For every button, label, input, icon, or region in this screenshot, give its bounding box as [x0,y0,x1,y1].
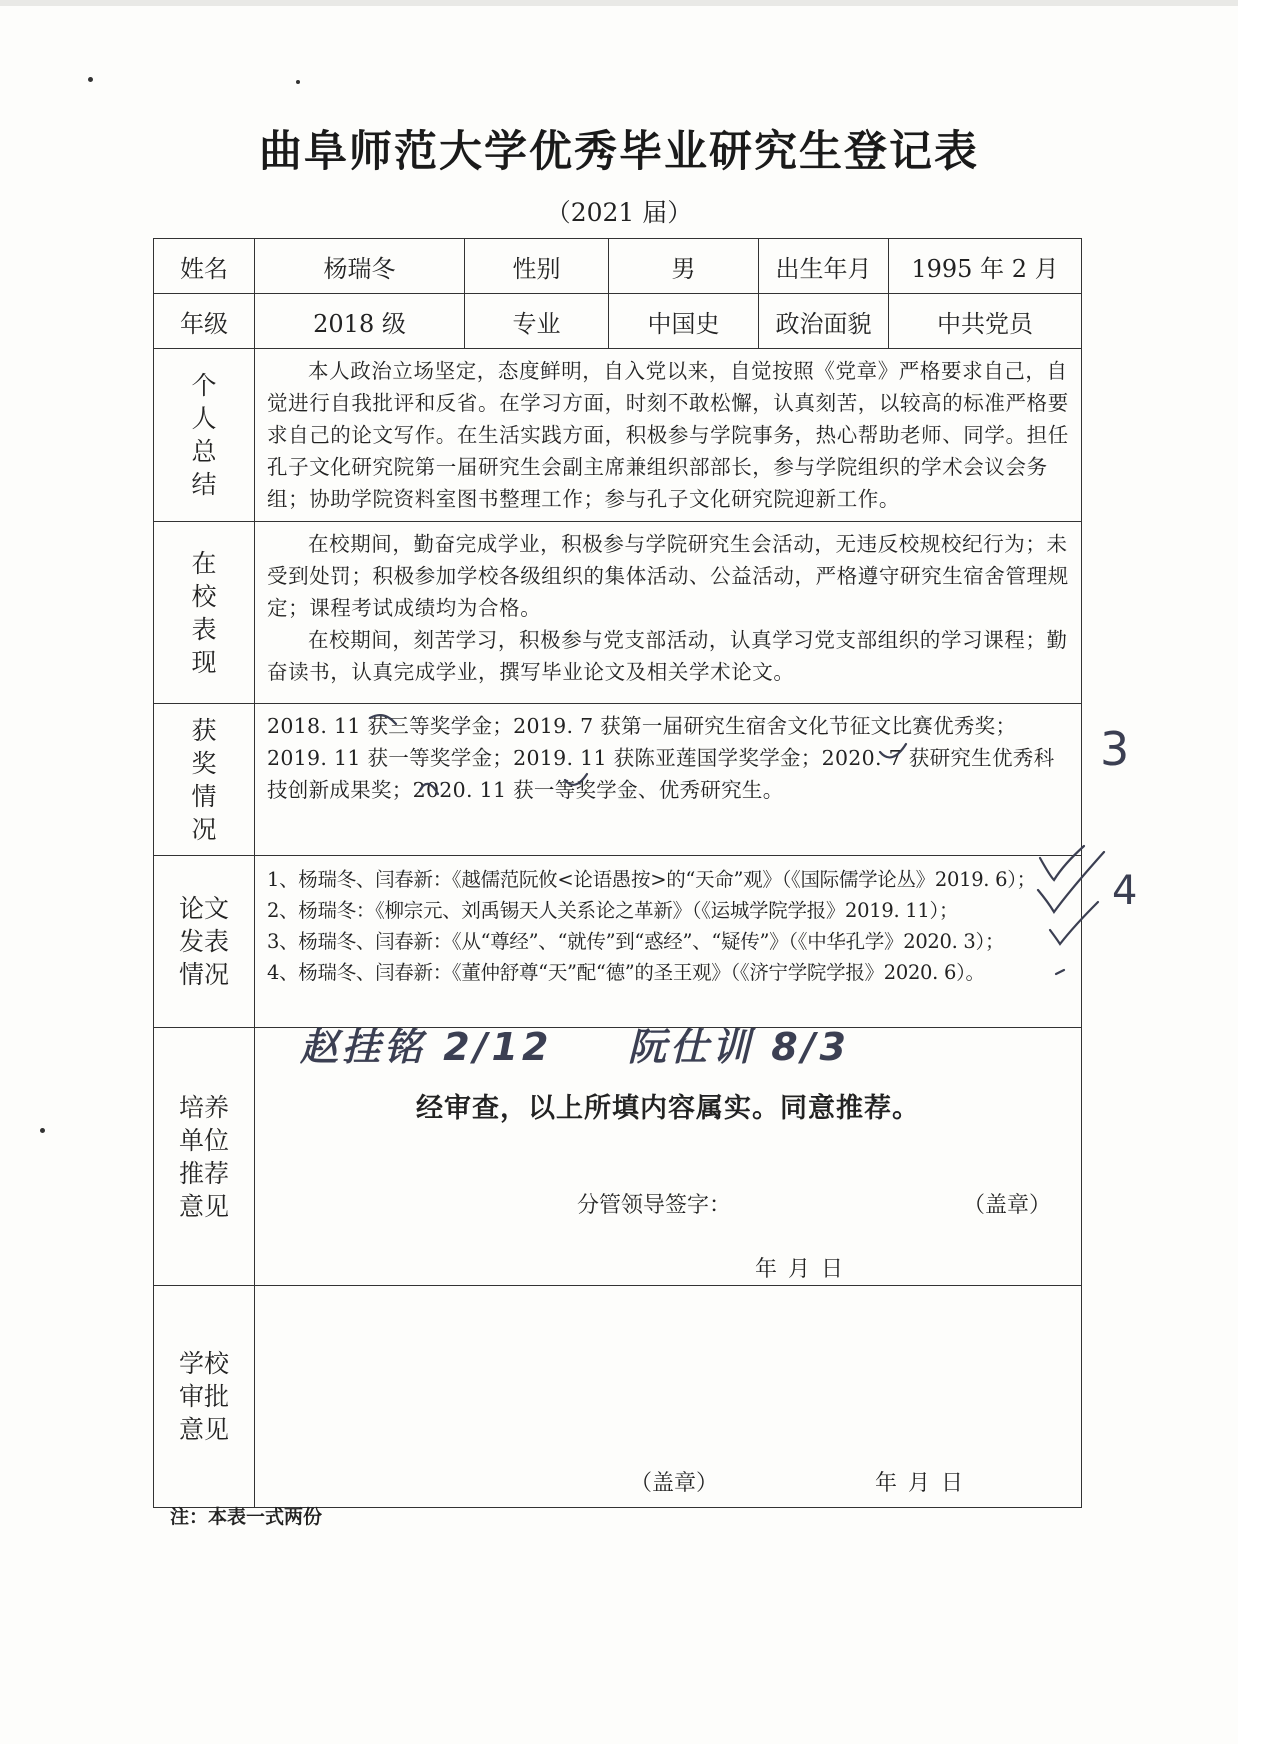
gender-value: 男 [609,239,759,294]
grade-label: 年级 [154,294,255,349]
publication-item: 2、杨瑞冬：《柳宗元、刘禹锡天人关系论之革新》（《运城学院学报》2019. 11）； [267,899,959,922]
label-char: 现 [191,647,217,677]
label-char: 结 [191,470,217,499]
label-char: 人 [191,404,217,433]
info-row-2 [154,294,1082,349]
approval-row [154,1286,1082,1508]
political-value: 中共党员 [889,294,1082,349]
label-line: 单位 [178,1125,229,1155]
label-line: 意见 [178,1191,229,1221]
handwritten-awards-mark: 3 [1100,722,1130,776]
label-char: 表 [191,614,217,644]
handwritten-reviewer-note-2: 阮仕训 8/3 [628,1025,850,1069]
awards-label [154,704,255,856]
publications-row [154,856,1082,1028]
summary-content [255,349,1082,522]
approval-date-label: 年 月 日 [875,1471,965,1496]
major-value: 中国史 [609,294,759,349]
approval-seal-label: （盖章） [630,1471,719,1496]
recommendation-row [154,1028,1082,1286]
form-subtitle: （2021 届） [545,198,693,227]
approval-label [154,1286,255,1508]
label-char: 况 [191,814,217,844]
form-title: 曲阜师范大学优秀毕业研究生登记表 [259,127,979,177]
performance-paragraph-1: 在校期间，勤奋完成学业，积极参与学院研究生会活动，无违反校规校纪行为；未受到处罚；积极参加学校各级组织的集体活动、公益活动，严格遵守研究生宿舍管理规定；课程考试成绩均为合格。 [267,532,1069,620]
publication-item: 3、杨瑞冬、闫春新：《从“尊经”、“就传”到“惑经”、“疑传”》（《中华孔学》2020. 3）； [267,930,1005,953]
label-line: 推荐 [178,1158,229,1188]
leader-signature-label: 分管领导签字： [577,1193,732,1218]
performance-label [154,522,255,704]
summary-text: 本人政治立场坚定，态度鲜明，自入党以来，自觉按照《党章》严格要求自己，自觉进行自我批评和反省。在学习方面，时刻不敢松懈，认真刻苦，以较高的标准严格要求自己的论文写作。在生活实践方面，积极参与学院事务，热心帮助老师、同学。担任孔子文化研究院第一届研究生会副主席兼组织部部长，参与学院组织的学术会议会务组；协助学院资料室图书整理工作；参与孔子文化研究院迎新工作。 [267,359,1069,511]
label-char: 个 [191,371,217,400]
label-char: 校 [191,581,217,611]
performance-row [154,522,1082,704]
recommendation-seal-label: （盖章） [962,1193,1051,1218]
label-line: 培养 [178,1092,229,1122]
publication-item: 1、杨瑞冬、闫春新：《越儒范阮攸<论语愚按>的“天命”观》（《国际儒学论丛》2019. 6）； [267,868,1036,891]
label-char: 获 [191,715,217,745]
handwritten-reviewer-note-1: 赵挂铭 2/12 [300,1025,553,1069]
birth-value: 1995 年 2 月 [889,239,1082,294]
scan-right-edge [1238,0,1268,1744]
performance-paragraph-2: 在校期间，刻苦学习，积极参与党支部活动，认真学习党支部组织的学习课程；勤奋读书，认真完成学业，撰写毕业论文及相关学术论文。 [267,628,1068,684]
grade-value: 2018 级 [255,294,465,349]
info-row-1 [154,239,1082,294]
scan-speck [40,1128,45,1133]
label-char: 情 [191,781,217,811]
label-line: 发表 [178,927,229,956]
awards-text: 2018. 11 获三等奖学金；2019. 7 获第一届研究生宿舍文化节征文比赛优秀奖；2019. 11 获一等奖学金；2019. 11 获陈亚莲国学奖学金；2020. 7 获研究生优秀科技创新成果奖；2020. 11 获一等奖学金、优秀研究生。 [267,714,1055,802]
publications-content [255,856,1082,1028]
label-char: 在 [191,548,217,578]
handwritten-publications-mark: 4 [1112,868,1138,914]
label-line: 学校 [178,1349,229,1378]
label-line: 意见 [178,1415,229,1444]
scan-speck [296,80,300,84]
birth-label: 出生年月 [759,239,889,294]
recommendation-statement: 经审查，以上所填内容属实。同意推荐。 [416,1093,920,1124]
approval-content [255,1286,1082,1508]
name-label: 姓名 [154,239,255,294]
label-line: 情况 [178,960,229,989]
awards-content [255,704,1082,856]
publications-label [154,856,255,1028]
awards-row [154,704,1082,856]
footnote: 注：本表一式两份 [170,1506,323,1528]
label-char: 总 [191,437,217,466]
recommendation-label [154,1028,255,1286]
scan-top-edge [0,0,1268,6]
label-char: 奖 [191,748,217,778]
label-line: 论文 [178,894,229,923]
gender-label: 性别 [465,239,609,294]
summary-label [154,349,255,522]
scan-speck [88,77,93,82]
publication-item: 4、杨瑞冬、闫春新：《董仲舒尊“天”配“德”的圣王观》（《济宁学院学报》2020. 6）。 [267,961,985,984]
registration-form-table [153,238,1082,1508]
recommendation-date-label: 年 月 日 [755,1257,845,1282]
performance-content [255,522,1082,704]
summary-row [154,349,1082,522]
name-value: 杨瑞冬 [255,239,465,294]
label-line: 审批 [178,1382,229,1411]
major-label: 专业 [465,294,609,349]
political-label: 政治面貌 [759,294,889,349]
